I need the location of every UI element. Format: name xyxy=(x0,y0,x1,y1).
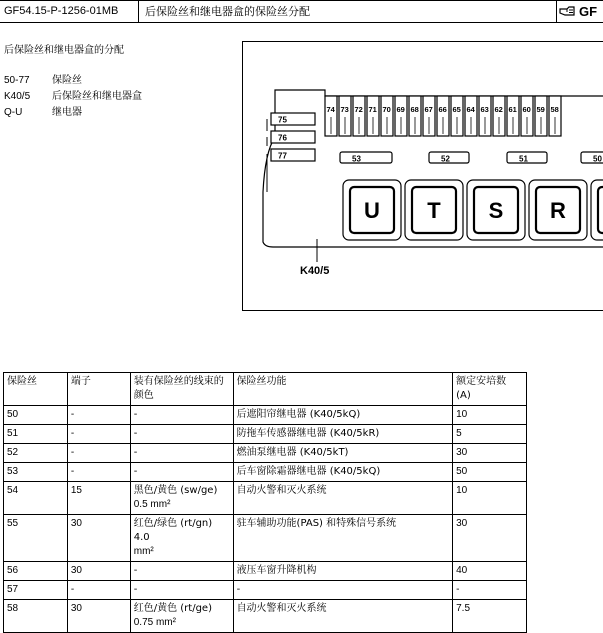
cell-color xyxy=(130,600,233,633)
cell-terminal: - xyxy=(67,463,130,482)
relay-label: U xyxy=(364,198,380,223)
legend-item xyxy=(4,89,142,105)
col-header-terminal: 端子 xyxy=(67,373,130,406)
cell-amp: 7.5 xyxy=(453,600,527,633)
cell-fuse: 55 xyxy=(4,515,68,562)
table-row xyxy=(4,444,527,463)
legend-item xyxy=(4,105,142,121)
top-fuse-label: 58 xyxy=(550,105,559,114)
legend-desc: 后保险丝和继电器盒 xyxy=(52,91,142,102)
cell-function: 后车窗除霜器继电器 (K40/5kQ) xyxy=(233,463,453,482)
top-fuse-label: 60 xyxy=(522,105,531,114)
cell-fuse: 52 xyxy=(4,444,68,463)
top-fuse-label: 71 xyxy=(368,105,377,114)
cell-terminal: - xyxy=(67,444,130,463)
hand-pointer-icon xyxy=(559,6,577,17)
cell-function: - xyxy=(233,581,453,600)
wire-color: - xyxy=(133,447,138,458)
top-fuse-label: 65 xyxy=(452,105,461,114)
mid-fuse-label: 51 xyxy=(519,154,528,164)
part-label: K40/5 xyxy=(300,265,330,277)
cell-function: 后遮阳帘继电器 (K40/5kQ) xyxy=(233,406,453,425)
cell-amp: 30 xyxy=(453,515,527,562)
legend-key: K40/5 xyxy=(4,91,31,102)
mid-fuse xyxy=(340,152,392,163)
table-header-row xyxy=(4,373,527,406)
cell-amp: - xyxy=(453,581,527,600)
cell-terminal: - xyxy=(67,581,130,600)
table-row xyxy=(4,463,527,482)
wire-color: - xyxy=(133,409,138,420)
top-fuse-label: 67 xyxy=(424,105,433,114)
top-fuse-label: 61 xyxy=(508,105,517,114)
wire-color: - xyxy=(133,466,138,477)
table-row xyxy=(4,562,527,581)
top-fuse-label: 74 xyxy=(326,105,335,114)
mid-fuse-label: 53 xyxy=(352,154,361,164)
left-fuse-label: 76 xyxy=(278,133,287,143)
legend-key: Q-U xyxy=(4,107,23,118)
cell-color xyxy=(130,515,233,562)
fuse-box-diagram xyxy=(242,41,603,311)
wire-color: - xyxy=(133,565,138,576)
top-fuse-label: 72 xyxy=(354,105,363,114)
cell-fuse: 57 xyxy=(4,581,68,600)
top-fuse-label: 73 xyxy=(340,105,349,114)
wire-color: - xyxy=(133,584,138,595)
cell-amp: 5 xyxy=(453,425,527,444)
cell-terminal: 30 xyxy=(67,600,130,633)
col-header-color: 装有保险丝的线束的颜色 xyxy=(130,373,233,406)
cell-function: 自动火警和灭火系统 xyxy=(233,600,453,633)
wire-size: mm² xyxy=(133,546,154,557)
top-fuse-label: 66 xyxy=(438,105,447,114)
relay-label: R xyxy=(550,198,566,223)
legend-item xyxy=(4,73,142,89)
cell-amp: 10 xyxy=(453,406,527,425)
gf-logo xyxy=(557,1,603,22)
cell-color xyxy=(130,482,233,515)
top-fuse-label: 59 xyxy=(536,105,545,114)
relay-label: S xyxy=(488,198,504,223)
cell-function: 液压车窗升降机构 xyxy=(233,562,453,581)
document-title: 后保险丝和继电器盒的保险丝分配 xyxy=(139,1,557,22)
section-subtitle: 后保险丝和继电器盒的分配 xyxy=(4,45,124,56)
top-fuse-label: 70 xyxy=(382,105,391,114)
cell-fuse: 50 xyxy=(4,406,68,425)
cell-fuse: 51 xyxy=(4,425,68,444)
table-row xyxy=(4,425,527,444)
fuse-box-svg xyxy=(243,42,603,311)
cell-color xyxy=(130,463,233,482)
wire-color: 黑色/黄色 (sw/ge) xyxy=(133,485,218,496)
table-row xyxy=(4,482,527,515)
cell-fuse: 58 xyxy=(4,600,68,633)
top-fuse-label: 63 xyxy=(480,105,489,114)
cell-terminal: - xyxy=(67,425,130,444)
top-fuse-label: 62 xyxy=(494,105,503,114)
document-header xyxy=(0,0,603,23)
cell-function: 防拖车传感器继电器 (K40/5kR) xyxy=(233,425,453,444)
table-row xyxy=(4,406,527,425)
mid-fuse-label: 50 xyxy=(593,154,602,164)
wire-size: 0.75 mm² xyxy=(133,617,176,628)
cell-function: 自动火警和灭火系统 xyxy=(233,482,453,515)
cell-amp: 10 xyxy=(453,482,527,515)
top-fuse-label: 69 xyxy=(396,105,405,114)
legend xyxy=(4,73,142,121)
col-header-function: 保险丝功能 xyxy=(233,373,453,406)
top-fuse-label: 64 xyxy=(466,105,475,114)
mid-fuse-label: 52 xyxy=(441,154,450,164)
top-fuse-label: 68 xyxy=(410,105,419,114)
cell-color xyxy=(130,406,233,425)
left-fuse-label: 77 xyxy=(278,151,287,161)
logo-text: GF xyxy=(579,4,598,19)
cell-amp: 30 xyxy=(453,444,527,463)
cell-function: 燃油泵继电器 (K40/5kT) xyxy=(233,444,453,463)
table-row xyxy=(4,515,527,562)
cell-terminal: 30 xyxy=(67,515,130,562)
wire-color: 红色/绿色 (rt/gn) 4.0 xyxy=(133,518,213,543)
left-fuse-label: 75 xyxy=(278,115,287,125)
cell-fuse: 54 xyxy=(4,482,68,515)
wire-color: - xyxy=(133,428,138,439)
table-row xyxy=(4,581,527,600)
wire-color: 红色/黄色 (rt/ge) xyxy=(133,603,212,614)
wire-size: 0.5 mm² xyxy=(133,499,171,510)
legend-desc: 保险丝 xyxy=(52,75,82,86)
cell-amp: 40 xyxy=(453,562,527,581)
cell-terminal: 30 xyxy=(67,562,130,581)
cell-terminal: 15 xyxy=(67,482,130,515)
document-code: GF54.15-P-1256-01MB xyxy=(0,1,139,22)
legend-key: 50-77 xyxy=(4,75,30,86)
legend-desc: 继电器 xyxy=(52,107,82,118)
cell-color xyxy=(130,581,233,600)
cell-color xyxy=(130,444,233,463)
table-row xyxy=(4,600,527,633)
cell-amp: 50 xyxy=(453,463,527,482)
cell-function: 驻车辅助功能(PAS) 和特殊信号系统 xyxy=(233,515,453,562)
cell-fuse: 53 xyxy=(4,463,68,482)
fuse-table xyxy=(3,372,527,633)
relay-inner xyxy=(598,187,603,233)
cell-color xyxy=(130,425,233,444)
col-header-fuse: 保险丝 xyxy=(4,373,68,406)
cell-terminal: - xyxy=(67,406,130,425)
col-header-amp: 额定安培数 (A) xyxy=(453,373,527,406)
cell-fuse: 56 xyxy=(4,562,68,581)
cell-color xyxy=(130,562,233,581)
relay-label: T xyxy=(427,198,441,223)
